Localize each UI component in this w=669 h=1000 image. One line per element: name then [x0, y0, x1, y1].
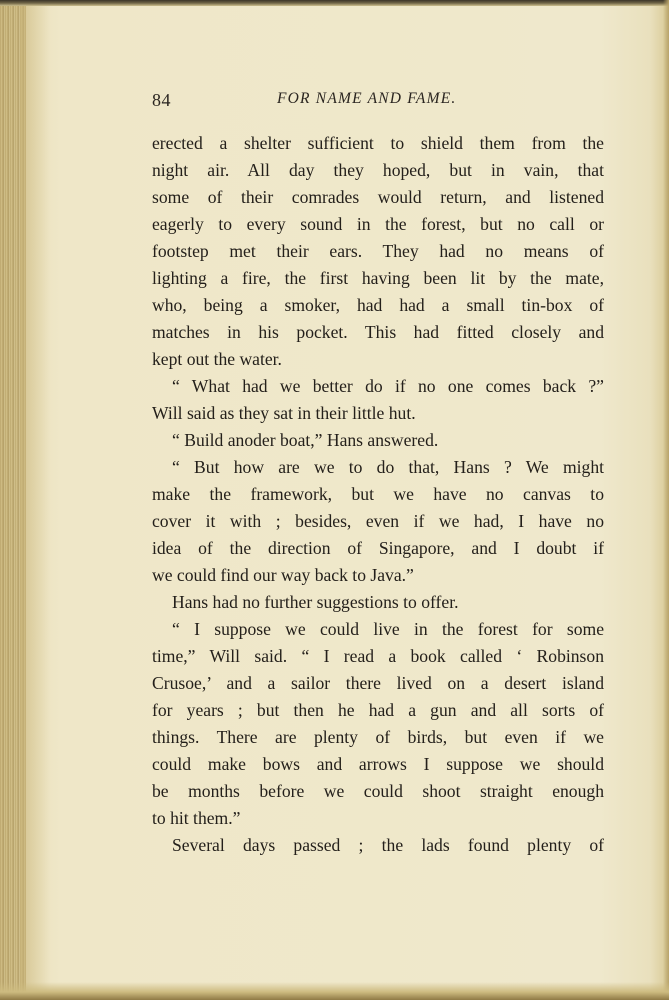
text-line: we could find our way back to Java.”	[152, 565, 414, 585]
text-line: “ But how are we to do that, Hans ? We might	[172, 457, 604, 477]
text-line: Will said as they sat in their little hut.	[152, 403, 416, 423]
page-header	[152, 88, 604, 114]
text-line: Hans had no further suggestions to offer.	[172, 592, 459, 612]
text-line: cover it with ; besides, even if we had, I have no	[152, 511, 604, 531]
text-line: Several days passed ; the lads found plenty of	[172, 835, 604, 855]
text-line: “ I suppose we could live in the forest for some	[172, 619, 604, 639]
text-line: make the framework, but we have no canvas to	[152, 484, 604, 504]
text-line: lighting a fire, the first having been lit by the mate,	[152, 268, 604, 288]
text-line: “ Build anoder boat,” Hans answered.	[172, 430, 439, 450]
text-line: things. There are plenty of birds, but even if we	[152, 727, 604, 747]
text-line: night air. All day they hoped, but in vain, that	[152, 160, 604, 180]
gutter-shadow	[20, 0, 50, 1000]
text-line: idea of the direction of Singapore, and I doubt if	[152, 538, 604, 558]
text-line: erected a shelter sufficient to shield them from the	[152, 133, 604, 153]
text-line: to hit them.”	[152, 808, 241, 828]
text-line: Crusoe,’ and a sailor there lived on a desert island	[152, 673, 604, 693]
running-title: FOR NAME AND FAME.	[277, 90, 457, 107]
text-line: who, being a smoker, had had a small tin-box of	[152, 295, 604, 315]
text-line: matches in his pocket. This had fitted closely and	[152, 322, 604, 342]
page-right-edge	[663, 0, 669, 1000]
text-line: footstep met their ears. They had no means of	[152, 241, 604, 261]
page-bottom-edge	[0, 982, 669, 1000]
text-line: time,” Will said. “ I read a book called ‘ Robinson	[152, 646, 604, 666]
text-line: “ What had we better do if no one comes back ?”	[172, 376, 604, 396]
body-text	[152, 130, 604, 859]
page-number: 84	[152, 90, 171, 110]
text-line: eagerly to every sound in the forest, but no call or	[152, 214, 604, 234]
text-line: some of their comrades would return, and listened	[152, 187, 604, 207]
scan-top-edge	[0, 0, 669, 6]
text-line: for years ; but then he had a gun and all sorts of	[152, 700, 604, 720]
text-line: kept out the water.	[152, 349, 282, 369]
text-line: be months before we could shoot straight enough	[152, 781, 604, 801]
text-line: could make bows and arrows I suppose we should	[152, 754, 604, 774]
